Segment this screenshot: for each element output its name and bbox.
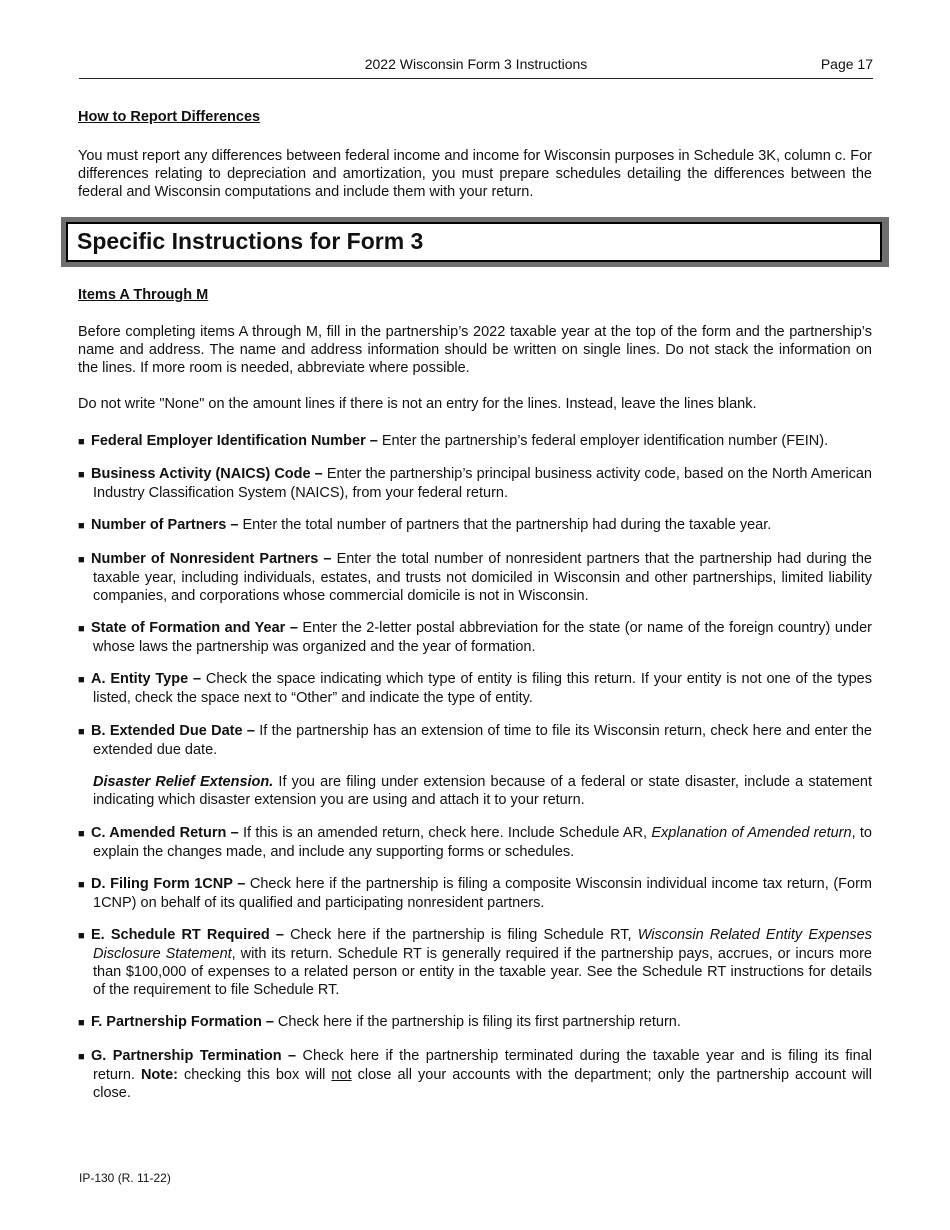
item-text: Check here if the partnership terminated during the taxable year and is filing its final return. — [93, 1048, 872, 1083]
item-label: Disaster Relief Extension. — [93, 774, 274, 790]
item-text: Enter the total number of partners that the partnership had during the taxable year. — [238, 517, 772, 533]
item-label: Number of Partners – — [91, 517, 239, 533]
bullet-icon: ■ — [78, 930, 85, 942]
bullet-icon: ■ — [78, 674, 85, 686]
page-header — [79, 55, 873, 79]
item-label: G. Partnership Termination – — [91, 1048, 297, 1064]
item-partnership-formation — [78, 1013, 872, 1032]
item-label: F. Partnership Formation – — [91, 1014, 274, 1030]
item-text: checking this box will — [178, 1067, 332, 1083]
item-label: C. Amended Return – — [91, 825, 239, 841]
item-text: Enter the 2-letter postal abbreviation for the state (or name of the foreign country) under whose laws the partnership was organized and the year of formation. — [93, 620, 872, 655]
form-code: IP-130 (R. 11-22) — [79, 1171, 171, 1185]
bullet-icon: ■ — [78, 520, 85, 532]
item-label: B. Extended Due Date – — [91, 723, 255, 739]
item-fein — [78, 432, 872, 451]
item-text: If this is an amended return, check here. Include Schedule AR, — [238, 825, 652, 841]
item-label: Federal Employer Identification Number – — [91, 433, 378, 449]
items-a-m-note: Do not write "None" on the amount lines if there is not an entry for the lines. Instead, leave the lines blank. — [78, 396, 757, 412]
item-text: Check the space indicating which type of entity is filing this return. If your entity is not one of the types listed, check the space next to “Other” and indicate the type of entity. — [93, 671, 872, 706]
how-to-report-heading: How to Report Differences — [78, 109, 261, 125]
item-text: , with its return. Schedule RT is generally required if the partnership pays, accrues, or incurs more than $100,000 of expenses to a related person or entity in the taxable year. See the Schedule RT instructions for details of the requirement to file Schedule RT. — [93, 946, 872, 998]
item-extended-due-date — [78, 722, 872, 759]
item-text: , to explain the changes made, and include any supporting forms or schedules. — [93, 825, 872, 860]
item-form-title: Wisconsin Related Entity Expenses Disclosure Statement — [93, 927, 872, 962]
bullet-icon: ■ — [78, 623, 85, 635]
item-text: If you are filing under extension because of a federal or state disaster, include a statement indicating which disaster extension you are using and attach it to your return. — [93, 774, 873, 808]
item-text: Check here if the partnership is filing Schedule RT, — [283, 927, 638, 943]
item-entity-type — [78, 670, 872, 707]
section-banner — [61, 217, 889, 267]
item-filing-form-1cnp — [78, 875, 872, 912]
item-text: Enter the total number of nonresident partners that the partnership had during the taxable year, including individuals, estates, and trusts not domiciled in Wisconsin and other partnerships, limited liability companies, and corporations whose commercial domicile is not in Wisconsin. — [93, 551, 872, 604]
item-number-of-partners — [78, 516, 872, 535]
item-text: Check here if the partnership is filing a composite Wisconsin individual income tax return, (Form 1CNP) on behalf of its qualified and participating nonresident partners. — [93, 876, 872, 911]
bullet-icon: ■ — [78, 554, 85, 566]
note-label: Note: — [140, 1067, 178, 1083]
bullet-icon: ■ — [78, 436, 85, 448]
item-state-of-formation — [78, 619, 872, 656]
bullet-icon: ■ — [78, 1017, 85, 1029]
item-text: close all your accounts with the department; only the partnership account will close. — [93, 1067, 873, 1101]
how-to-report-body: You must report any differences between federal income and income for Wisconsin purposes in Schedule 3K, column c. For differences relating to depreciation and amortization, you must prepare schedules detailing the differences between the federal and Wisconsin computations and include them with your return. — [78, 148, 872, 200]
bullet-icon: ■ — [78, 726, 85, 738]
section-banner-box — [66, 222, 882, 262]
item-form-title: Explanation of Amended return — [651, 825, 852, 841]
item-schedule-rt — [78, 926, 872, 999]
bullet-icon: ■ — [78, 1051, 85, 1063]
underlined-word: not — [331, 1067, 352, 1083]
item-amended-return — [78, 824, 872, 861]
item-label: Number of Nonresident Partners – — [91, 551, 332, 567]
bullet-icon: ■ — [78, 828, 85, 840]
item-label: A. Entity Type – — [91, 671, 202, 687]
item-label: D. Filing Form 1CNP – — [91, 876, 246, 892]
item-partnership-termination — [78, 1047, 872, 1102]
bullet-icon: ■ — [78, 469, 85, 481]
items-a-m-heading: Items A Through M — [78, 287, 209, 303]
section-banner-title: Specific Instructions for Form 3 — [77, 228, 424, 254]
page-number: Page 17 — [820, 56, 873, 72]
item-text: Enter the partnership’s federal employer identification number (FEIN). — [377, 433, 829, 449]
item-text: Enter the partnership’s principal business activity code, based on the North American Industry Classification System (NAICS), from your federal return. — [93, 466, 872, 501]
disaster-relief-extension — [93, 773, 872, 809]
item-nonresident-partners — [78, 550, 872, 605]
item-label: E. Schedule RT Required – — [91, 927, 284, 943]
item-naics — [78, 465, 872, 502]
item-label: Business Activity (NAICS) Code – — [91, 466, 323, 482]
item-text: Check here if the partnership is filing its first partnership return. — [273, 1014, 681, 1030]
item-text: If the partnership has an extension of time to file its Wisconsin return, check here and enter the extended due date. — [93, 723, 872, 758]
items-a-m-intro: Before completing items A through M, fill in the partnership’s 2022 taxable year at the top of the form and the partnership’s name and address. The name and address information should be written on single lines. Do not stack the information on the lines. If more room is needed, abbreviate where possible. — [78, 324, 872, 376]
item-label: State of Formation and Year – — [91, 620, 298, 636]
bullet-icon: ■ — [78, 879, 85, 891]
header-title: 2022 Wisconsin Form 3 Instructions — [364, 56, 588, 72]
